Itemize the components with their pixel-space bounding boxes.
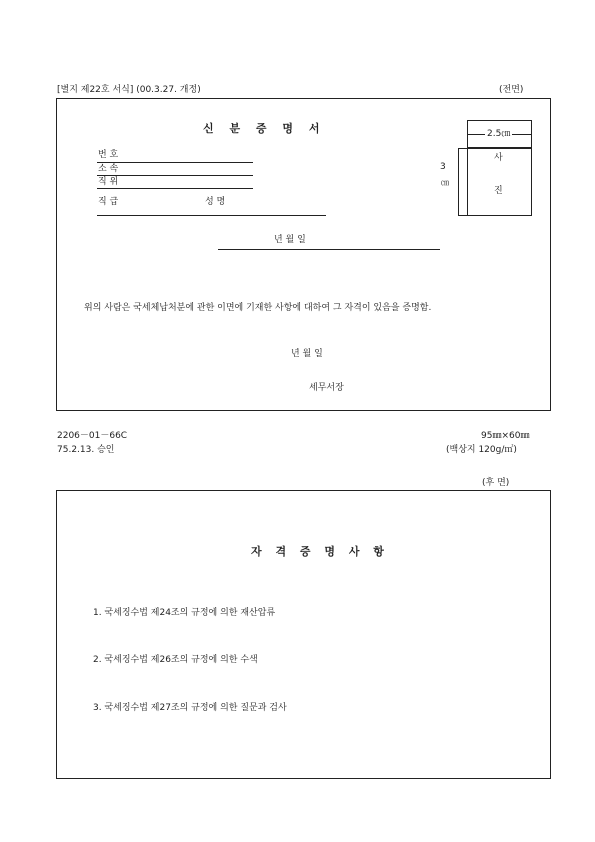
list-item: 1. 국세징수법 제24조의 규정에 의한 재산압류 <box>93 608 276 618</box>
issue-date: 년 월 일 <box>291 349 323 359</box>
field-rank-name-line <box>97 215 326 216</box>
front-date-underline <box>218 249 440 250</box>
photo-char-1: 사 <box>494 153 503 163</box>
paper-spec: (백상지 120g/㎡) <box>446 445 517 455</box>
issuer: 세무서장 <box>309 383 344 393</box>
field-affiliation-line <box>97 175 253 176</box>
back-card <box>56 490 551 779</box>
front-title: 신 분 증 명 서 <box>203 122 326 135</box>
field-rank-label: 직 급 <box>98 197 119 207</box>
card-size: 95㎜×60㎜ <box>481 431 530 441</box>
photo-char-2: 진 <box>494 186 503 196</box>
form-note: [별지 제22호 서식] (00.3.27. 개정) <box>57 85 201 95</box>
photo-width-label: 2.5㎝ <box>487 129 511 139</box>
field-affiliation-label: 소 속 <box>98 164 119 174</box>
photo-height-number: 3 <box>440 162 446 172</box>
form-code: 2206－01－66C <box>57 431 128 441</box>
field-number-label: 번 호 <box>98 150 119 160</box>
approval-date: 75.2.13. 승인 <box>57 445 115 455</box>
back-side-label: (후 면) <box>482 478 510 488</box>
back-title: 자 격 증 명 사 항 <box>251 545 389 558</box>
front-date-line: 년 월 일 <box>274 235 306 245</box>
list-item: 2. 국세징수법 제26조의 규정에 의한 수색 <box>93 655 258 665</box>
field-position-line <box>97 188 253 189</box>
photo-height-unit: ㎝ <box>441 178 449 187</box>
field-number-line <box>97 162 253 163</box>
photo-height-dimension-line <box>467 148 468 216</box>
field-position-label: 직 위 <box>98 177 119 187</box>
front-side-label: (전면) <box>499 85 524 95</box>
field-name-label: 성 명 <box>205 197 226 207</box>
certification-statement: 위의 사람은 국세체납처분에 관한 이면에 기재한 사항에 대하여 그 자격이 있음을 증명함. <box>84 303 432 313</box>
list-item: 3. 국세징수법 제27조의 규정에 의한 질문과 검사 <box>93 703 287 713</box>
